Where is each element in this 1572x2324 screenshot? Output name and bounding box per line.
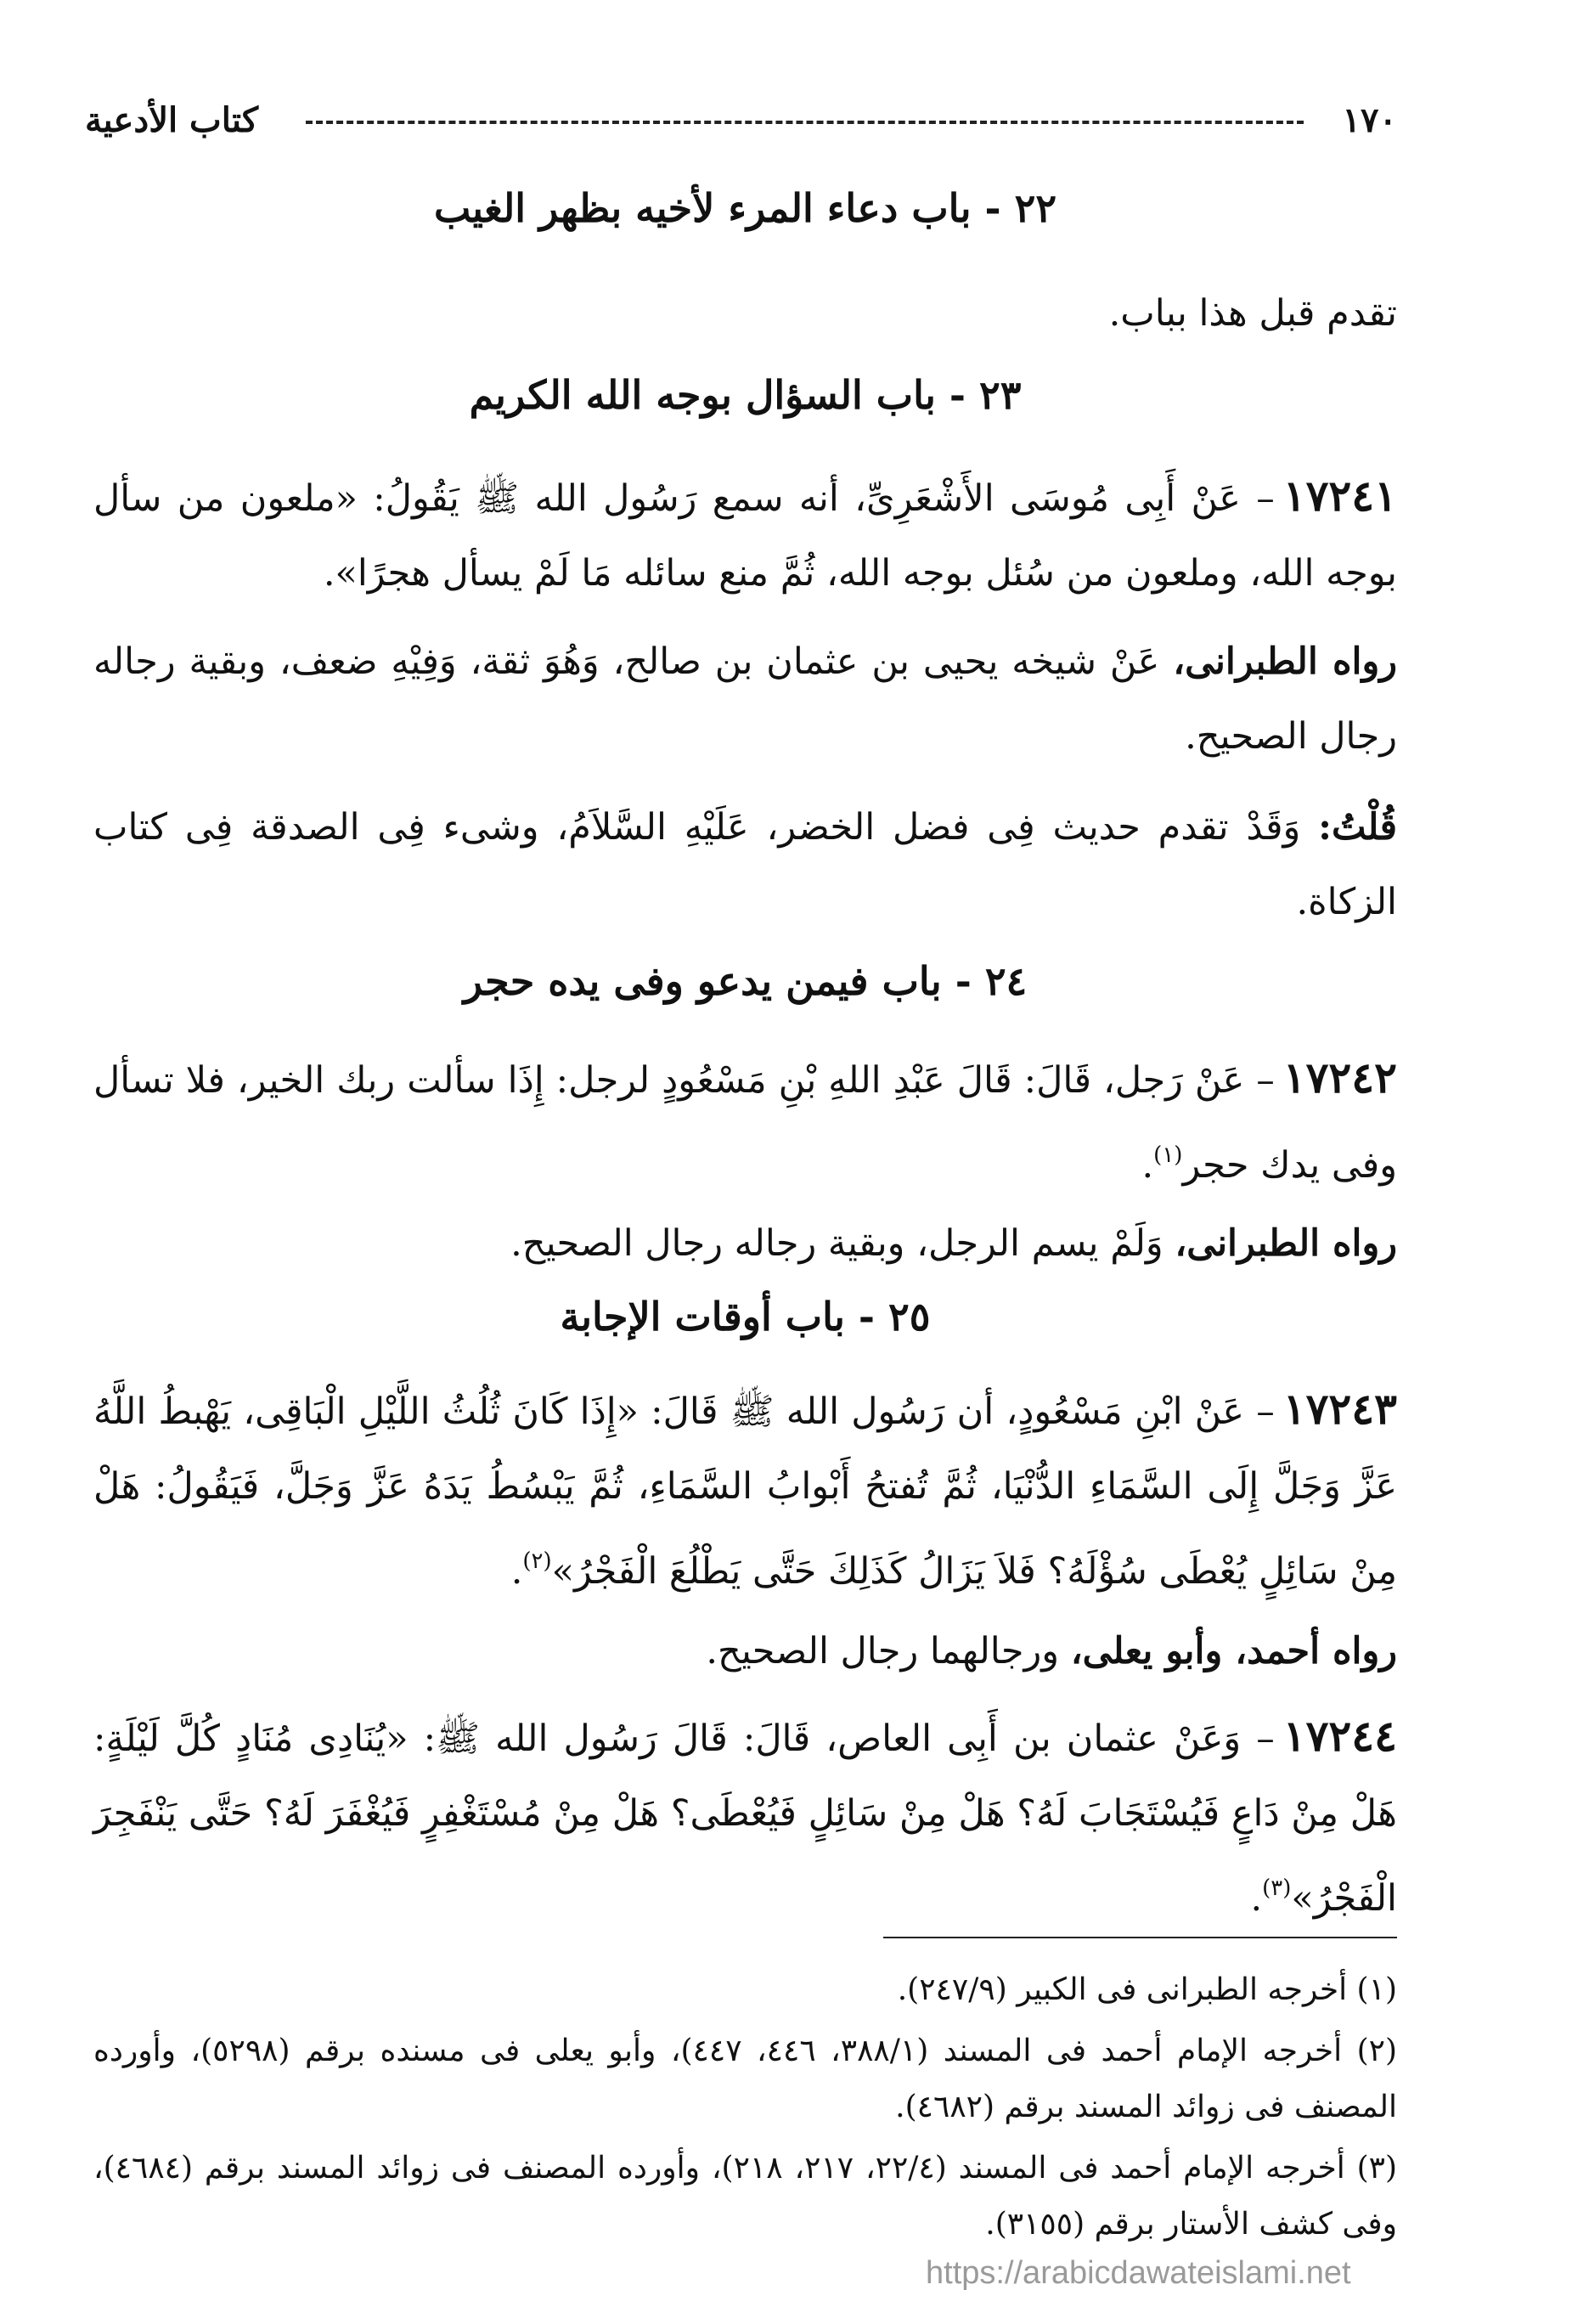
hadith-end: . <box>1141 1144 1154 1187</box>
hadith-17241 <box>93 459 1397 611</box>
hadith-17242-source <box>93 1206 1397 1281</box>
hadith-17241-source <box>93 624 1397 774</box>
hadith-text: – وَعَنْ عثمان بن أَبِى العاص، قَالَ: قَالَ رَسُول الله ﷺ: «يُنَادِى مُنَادٍ كُلَّ لَيْلَةٍ: هَلْ مِنْ دَاعٍ فَيُسْتَجَابَ لَهُ؟ هَلْ مِنْ سَائِلٍ فَيُعْطَى؟ هَلْ مِنْ مُسْتَغْفِرٍ فَيُغْفَرَ لَهُ؟ حَتَّى يَنْفَجِرَ الْفَجْرُ» <box>93 1718 1397 1920</box>
section-title-22: ٢٢ - باب دعاء المرء لأخيه بظهر الغيب <box>433 185 1057 231</box>
footnote-ref: (١) <box>1153 1142 1183 1168</box>
book-title: كتاب الأدعية <box>85 100 259 140</box>
footnote-2: (٢) أخرجه الإمام أحمد فى المسند (٣٨٨/١، ٤٤٦، ٤٤٧)، وأبو يعلى فى مسنده برقم (٥٢٩٨)، وأورده المصنف فى زوائد المسند برقم (٤٦٨٢). <box>93 2034 1398 2124</box>
hadith-17242 <box>93 1041 1397 1203</box>
footnote-3: (٣) أخرجه الإمام أحمد فى المسند (٢٢/٤، ٢١٧، ٢١٨)، وأورده المصنف فى زوائد المسند برقم (٤٦٨٤)، وفى كشف الأستار برقم (٣١٥٥). <box>93 2151 1398 2242</box>
watermark-url: https://arabicdawateislami.net <box>926 2255 1351 2291</box>
footnote-ref: (٣) <box>1262 1876 1292 1901</box>
hadith-number: ١٧٢٤١ <box>1282 471 1397 521</box>
header-dashed-rule <box>306 121 1304 124</box>
hadith-17243 <box>93 1372 1397 1609</box>
hadith-text: – عَنْ ابْنِ مَسْعُودٍ، أن رَسُول الله ﷺ قَالَ: «إِذَا كَانَ ثُلُثُ اللَّيْلِ الْبَاقِى، يَهْبطُ اللَّهُ عَزَّ وَجَلَّ إِلَى السَّمَاءِ الدُّنْيَا، ثُمَّ تُفتحُ أَبْوابُ السَّمَاءِ، ثُمَّ يَبْسُطُ يَدَهُ عَزَّ وَجَلَّ، فَيَقُولُ: هَلْ مِنْ سَائِلٍ يُعْطَى سُؤْلَهُ؟ فَلاَ يَزَالُ كَذَلِكَ حَتَّى يَطْلُعَ الْفَجْرُ» <box>93 1390 1397 1593</box>
section-title-25: ٢٥ - باب أوقات الإجابة <box>560 1294 931 1340</box>
source-text: عَنْ شيخه يحيى بن عثمان بن صالح، وَهُوَ ثقة، وَفِيْهِ ضعف، وبقية رجاله رجال الصحيح. <box>93 640 1397 758</box>
hadith-number: ١٧٢٤٤ <box>1282 1711 1397 1761</box>
page-number: ١٧٠ <box>1342 100 1397 140</box>
qult-note <box>93 790 1397 939</box>
source-label: رواه الطبرانى، <box>1175 1222 1397 1265</box>
source-text: وَلَمْ يسم الرجل، وبقية رجاله رجال الصحيح. <box>510 1222 1175 1265</box>
section-22-body: تقدم قبل هذا بباب. <box>1108 292 1397 335</box>
hadith-number: ١٧٢٤٣ <box>1282 1384 1397 1434</box>
source-text: ورجالهما رجال الصحيح. <box>706 1630 1071 1672</box>
footnote-ref: (٢) <box>522 1548 552 1574</box>
hadith-text: – عَنْ أَبِى مُوسَى الأَشْعَرِىِّ، أنه سمع رَسُول الله ﷺ يَقُولُ: «ملعون من سأل بوجه الله، وملعون من سُئل بوجه الله، ثُمَّ منع سائله مَا لَمْ يسأل هجرًا». <box>93 477 1397 595</box>
section-title-23: ٢٣ - باب السؤال بوجه الله الكريم <box>469 372 1022 418</box>
hadith-17243-source <box>93 1614 1397 1689</box>
footnote-separator <box>883 1937 1397 1938</box>
source-label: رواه أحمد، وأبو يعلى، <box>1070 1630 1397 1672</box>
qult-label: قُلْتُ: <box>1318 806 1397 849</box>
footnote-1: (١) أخرجه الطبرانى فى الكبير (٢٤٧/٩). <box>897 1972 1397 2007</box>
page-header <box>85 95 1397 146</box>
hadith-17244 <box>93 1699 1397 1936</box>
hadith-text: – عَنْ رَجل، قَالَ: قَالَ عَبْدِ اللهِ بْنِ مَسْعُودٍ لرجل: إِذَا سألت ربك الخير، فلا تسأل وفى يدك حجر <box>93 1059 1397 1187</box>
qult-text: وَقَدْ تقدم حديث فِى فضل الخضر، عَلَيْهِ السَّلاَمُ، وشىء فِى الصدقة فِى كتاب الزكاة. <box>93 806 1397 923</box>
hadith-end: . <box>510 1550 523 1593</box>
hadith-number: ١٧٢٤٢ <box>1282 1052 1397 1103</box>
source-label: رواه الطبرانى، <box>1173 640 1398 683</box>
section-title-24: ٢٤ - باب فيمن يدعو وفى يده حجر <box>463 958 1028 1004</box>
footnotes <box>93 1962 1397 2258</box>
hadith-end: . <box>1250 1877 1263 1920</box>
